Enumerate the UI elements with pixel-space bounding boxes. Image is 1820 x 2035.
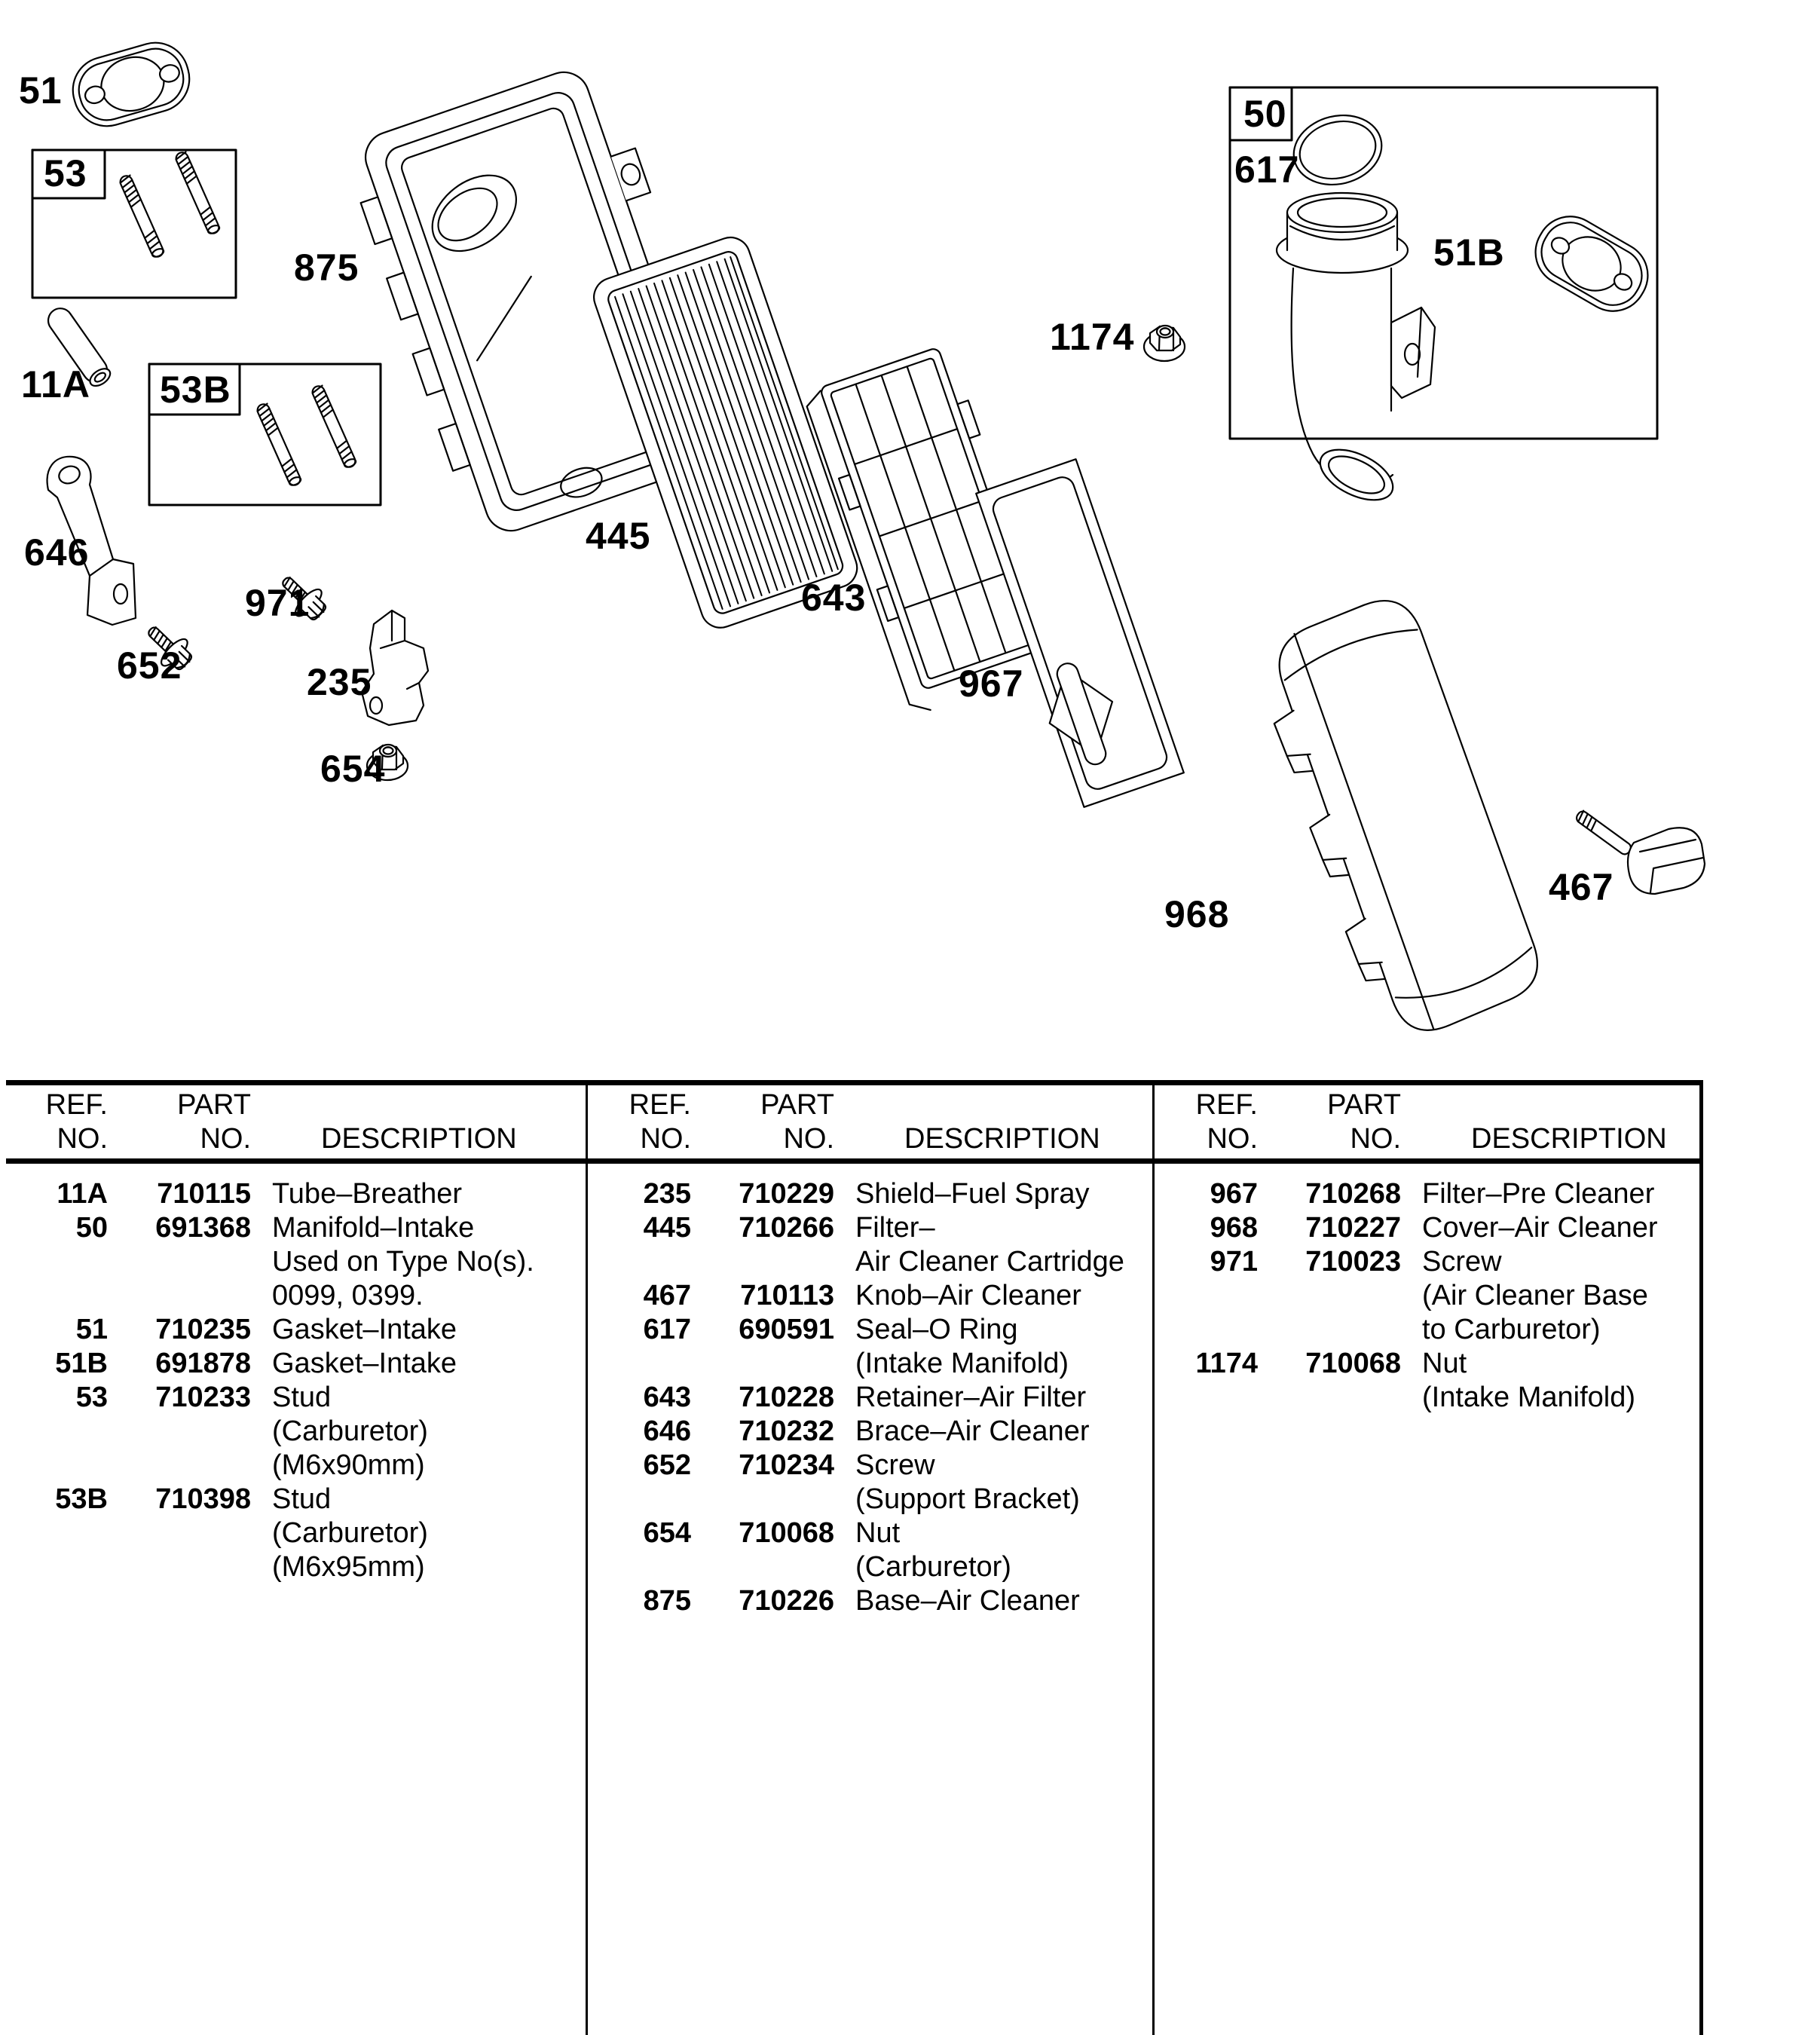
header-description: DESCRIPTION: [904, 1123, 1100, 1155]
header-ref: REF.: [1195, 1089, 1258, 1121]
ref-no: 654: [643, 1517, 691, 1549]
part-no: 710227: [1305, 1212, 1401, 1244]
ref-no: 1174: [1195, 1348, 1258, 1379]
description: Stud (Carburetor) (M6x90mm): [272, 1382, 428, 1481]
part-no: 710023: [1305, 1246, 1401, 1278]
stud-53-a: [118, 174, 165, 259]
callout-445: 445: [586, 515, 651, 557]
part-no: 690591: [739, 1314, 834, 1345]
table-row: [1156, 1245, 1699, 1347]
part-no: 710233: [155, 1382, 251, 1413]
ref-no: 646: [643, 1415, 691, 1447]
table-row: [589, 1279, 1149, 1313]
callout-654: 654: [320, 748, 386, 790]
seal-o-ring-617-part: [1286, 106, 1389, 194]
header-part-no: NO.: [783, 1123, 834, 1155]
header-ref: REF.: [45, 1089, 108, 1121]
ref-no: 971: [1210, 1246, 1258, 1278]
header-ref-no: NO.: [640, 1123, 691, 1155]
table-right-border: [1699, 1080, 1703, 2035]
description: Manifold–Intake Used on Type No(s). 0099, 0399.: [272, 1212, 534, 1311]
part-no: 710266: [739, 1212, 834, 1244]
description: Seal–O Ring (Intake Manifold): [855, 1314, 1069, 1379]
table-column-3: [1156, 1080, 1699, 2035]
callout-235: 235: [307, 661, 372, 703]
callout-643: 643: [801, 577, 867, 619]
description: Filter–Pre Cleaner: [1422, 1178, 1655, 1210]
header-description: DESCRIPTION: [321, 1123, 517, 1155]
callout-652: 652: [117, 644, 182, 687]
table-divider-2: [1152, 1080, 1155, 2035]
description: Nut (Carburetor): [855, 1517, 1011, 1583]
table-body: [6, 1177, 583, 1584]
callout-53: 53: [44, 152, 87, 194]
table-row: [1156, 1347, 1699, 1415]
ref-no: 875: [643, 1585, 691, 1617]
stud-53b-b: [310, 384, 357, 469]
callout-646: 646: [24, 531, 90, 574]
table-row: [6, 1211, 583, 1313]
part-no: 710226: [739, 1585, 834, 1617]
part-no: 710398: [155, 1483, 251, 1515]
header-ref-no: NO.: [1207, 1123, 1258, 1155]
ref-no: 445: [643, 1212, 691, 1244]
header-ref-no: NO.: [57, 1123, 108, 1155]
header-description: DESCRIPTION: [1471, 1123, 1667, 1155]
description: Filter– Air Cleaner Cartridge: [855, 1212, 1124, 1278]
ref-no: 967: [1210, 1178, 1258, 1210]
ref-no: 50: [75, 1212, 108, 1244]
ref-no: 968: [1210, 1212, 1258, 1244]
ref-no: 11A: [57, 1178, 108, 1210]
table-row: [6, 1483, 583, 1584]
table-row: [589, 1415, 1149, 1449]
description: Brace–Air Cleaner: [855, 1415, 1090, 1447]
table-body: [589, 1177, 1149, 1618]
part-no: 710232: [739, 1415, 834, 1447]
callout-968: 968: [1164, 893, 1230, 935]
ref-no: 617: [643, 1314, 691, 1345]
part-no: 710228: [739, 1382, 834, 1413]
table-column-1: [6, 1080, 583, 2035]
table-column-2: [589, 1080, 1149, 2035]
part-no: 691878: [155, 1348, 251, 1379]
ref-no: 53B: [55, 1483, 108, 1515]
callout-51b: 51B: [1433, 231, 1505, 274]
callout-51: 51: [19, 69, 63, 112]
description: Base–Air Cleaner: [855, 1585, 1080, 1617]
part-no: 710235: [155, 1314, 251, 1345]
part-no: 710115: [157, 1178, 251, 1210]
ref-no: 51: [75, 1314, 108, 1345]
manifold-intake-50-part: [1277, 193, 1435, 510]
header-part: PART: [177, 1089, 251, 1121]
ref-no: 51B: [55, 1348, 108, 1379]
callout-617: 617: [1234, 148, 1300, 191]
description: Gasket–Intake: [272, 1348, 457, 1379]
table-body: [1156, 1177, 1699, 1415]
gasket-intake-51b-part: [1523, 204, 1659, 323]
part-no: 710113: [740, 1280, 834, 1311]
table-row: [6, 1313, 583, 1347]
description: Screw (Support Bracket): [855, 1449, 1080, 1515]
table-divider-1: [586, 1080, 588, 2035]
table-row: [6, 1347, 583, 1381]
table-row: [589, 1177, 1149, 1211]
description: Shield–Fuel Spray: [855, 1178, 1090, 1210]
part-no: 710229: [739, 1178, 834, 1210]
callout-11a: 11A: [21, 363, 90, 405]
description: Knob–Air Cleaner: [855, 1280, 1081, 1311]
table-row: [6, 1177, 583, 1211]
header-part-no: NO.: [1350, 1123, 1401, 1155]
description: Cover–Air Cleaner: [1422, 1212, 1658, 1244]
table-header: [589, 1088, 1149, 1156]
ref-no: 53: [75, 1382, 108, 1413]
ref-no: 235: [643, 1178, 691, 1210]
cover-air-cleaner-968-part: [1247, 589, 1549, 1047]
callout-1174: 1174: [1050, 316, 1135, 358]
table-row: [589, 1584, 1149, 1618]
table-row: [589, 1516, 1149, 1584]
part-no: 691368: [155, 1212, 251, 1244]
table-row: [589, 1211, 1149, 1279]
table-row: [1156, 1211, 1699, 1245]
table-row: [589, 1313, 1149, 1381]
part-no: 710234: [739, 1449, 834, 1481]
callout-971: 971: [245, 582, 310, 624]
description: Retainer–Air Filter: [855, 1382, 1087, 1413]
table-row: [6, 1381, 583, 1483]
part-no: 710268: [1305, 1178, 1401, 1210]
description: Gasket–Intake: [272, 1314, 457, 1345]
ref-no: 467: [643, 1280, 691, 1311]
description: Tube–Breather: [272, 1178, 463, 1210]
ref-no: 652: [643, 1449, 691, 1481]
table-row: [1156, 1177, 1699, 1211]
callout-467: 467: [1549, 866, 1614, 908]
description: Screw (Air Cleaner Base to Carburetor): [1422, 1246, 1648, 1345]
table-header: [1156, 1088, 1699, 1156]
stud-53b-a: [255, 402, 302, 487]
description: Stud (Carburetor) (M6x95mm): [272, 1483, 428, 1583]
table-row: [589, 1381, 1149, 1415]
gasket-intake-51-part: [65, 35, 197, 133]
callout-875: 875: [294, 246, 359, 289]
part-no: 710068: [739, 1517, 834, 1549]
stud-53-b: [174, 151, 221, 235]
callout-967: 967: [959, 663, 1024, 705]
callout-53b: 53B: [160, 369, 231, 411]
description: Nut (Intake Manifold): [1422, 1348, 1636, 1413]
ref-no: 643: [643, 1382, 691, 1413]
part-no: 710068: [1305, 1348, 1401, 1379]
nut-1174-part: [1144, 326, 1185, 361]
table-row: [589, 1449, 1149, 1516]
header-part: PART: [760, 1089, 834, 1121]
table-header: [6, 1088, 583, 1156]
callout-50: 50: [1243, 93, 1287, 135]
header-part: PART: [1327, 1089, 1401, 1121]
header-part-no: NO.: [200, 1123, 251, 1155]
header-ref: REF.: [629, 1089, 691, 1121]
